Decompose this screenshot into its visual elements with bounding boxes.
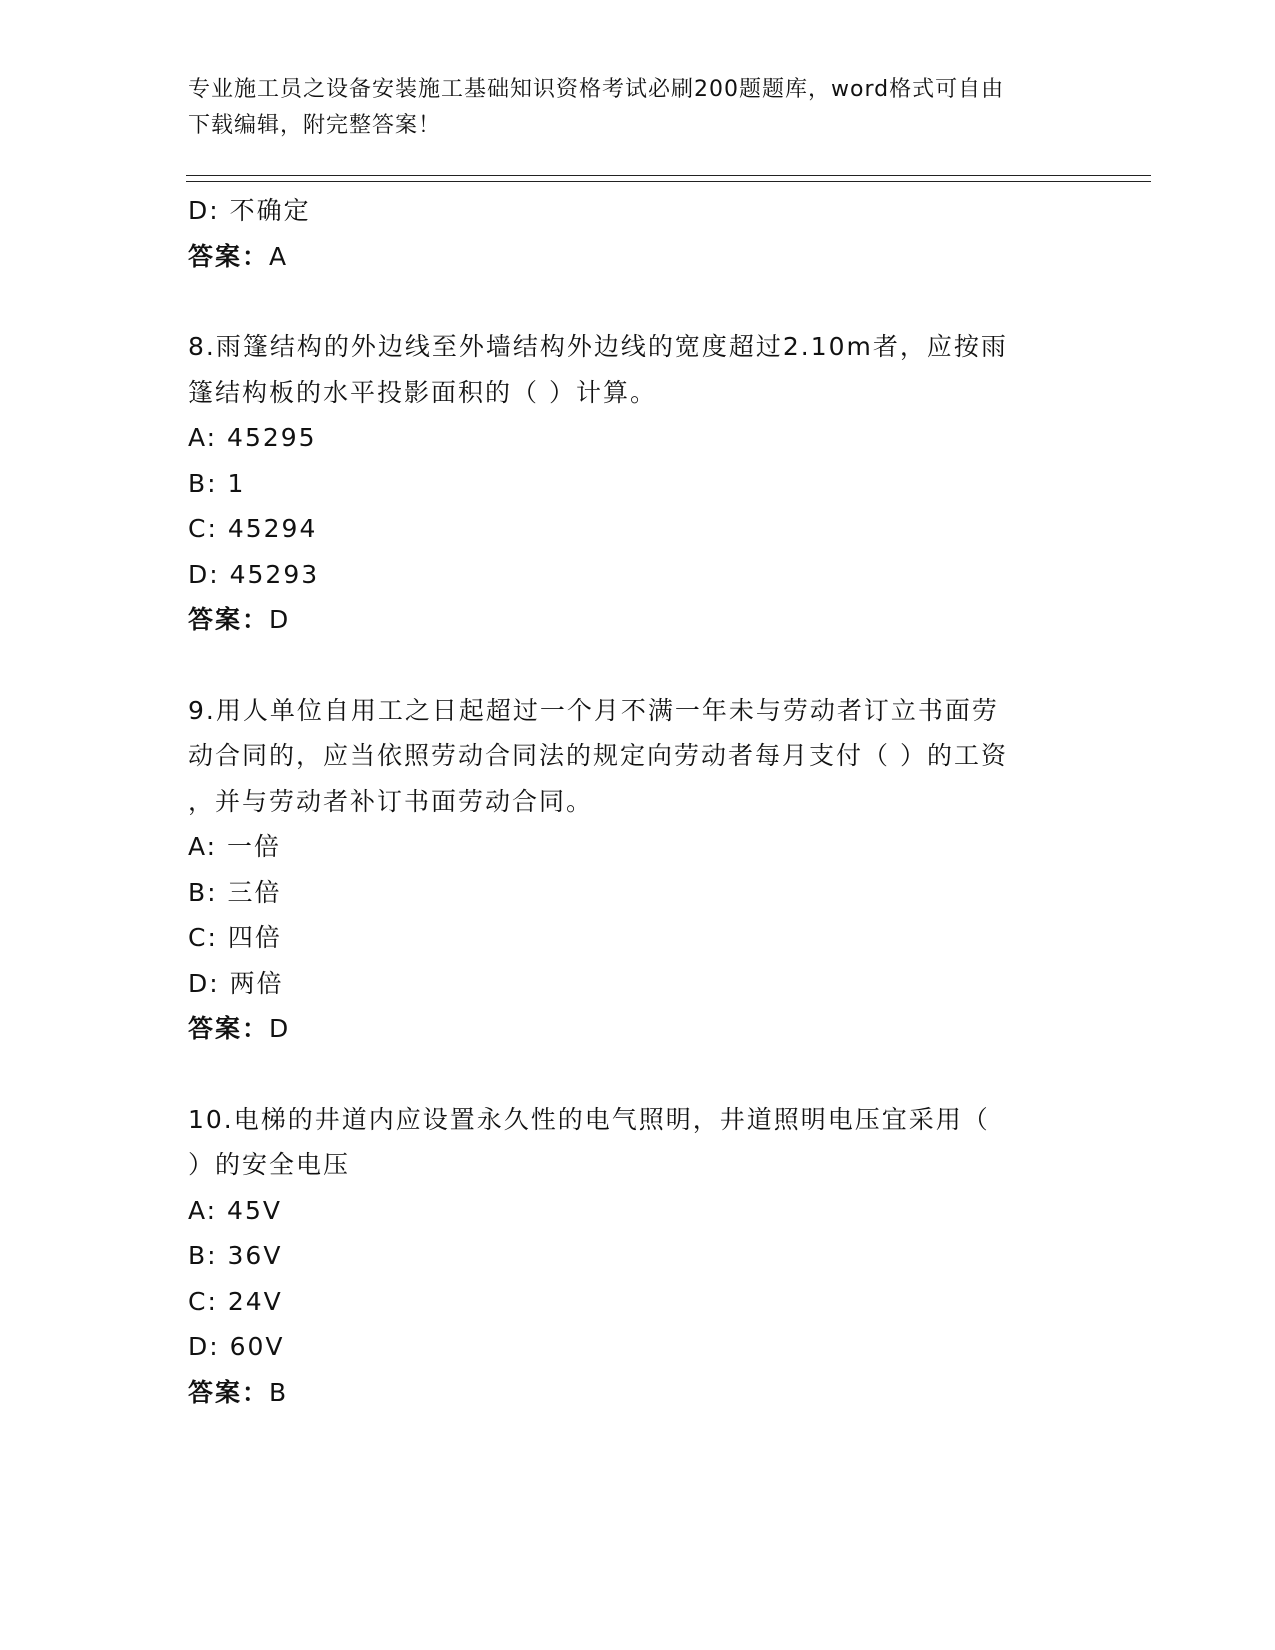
question-text-line: ，并与劳动者补订书面劳动合同。 [188,786,594,816]
spacer [188,1052,1088,1097]
option-b: B: 1 [188,468,246,498]
question-10 [188,1097,1088,1416]
prev-option-d: D: 不确定 [188,196,311,225]
question-8 [188,324,1088,643]
answer-label: 答案： [188,1377,270,1407]
question-text-line: 篷结构板的水平投影面积的（ ）计算。 [188,377,657,407]
question-text-line: 动合同的，应当依照劳动合同法的规定向劳动者每月支付（ ）的工资 [188,741,1008,770]
header-line-2: 下载编辑，附完整答案！ [188,113,442,138]
question-text-line: 10.电梯的井道内应设置永久性的电气照明，井道照明电压宜采用（ [188,1104,990,1134]
option-a: A: 45V [188,1195,282,1225]
answer [188,1006,1088,1052]
header-line-1: 专业施工员之设备安装施工基础知识资格考试必刷200题题库，word格式可自由 [188,77,1005,102]
question-9 [188,688,1088,1052]
option-c: C: 24V [188,1286,283,1316]
spacer [188,279,1088,324]
answer-value: D [269,605,291,634]
prev-answer [188,234,1088,280]
option-c: C: 四倍 [188,923,282,952]
answer-value: B [269,1377,289,1407]
question-text-line: 9.用人单位自用工之日起超过一个月不满一年未与劳动者订立书面劳 [188,695,999,725]
answer-value: D [269,1014,291,1043]
option-c: C: 45294 [188,514,318,543]
option-a: A: 45295 [188,423,317,452]
document-body [188,188,1088,1415]
option-d: D: 45293 [188,559,320,589]
document-header [188,72,1088,144]
answer [188,1370,1088,1416]
question-text-line: ）的安全电压 [188,1150,351,1179]
answer-label: 答案： [188,1014,270,1043]
option-a: A: 一倍 [188,832,282,861]
option-b: B: 三倍 [188,877,282,907]
header-rule-top [186,175,1151,176]
option-b: B: 36V [188,1241,283,1270]
answer-label: 答案： [188,241,270,271]
option-d: D: 两倍 [188,968,284,998]
question-text-line: 8.雨篷结构的外边线至外墙结构外边线的宽度超过2.10m者，应按雨 [188,332,1008,361]
answer-value: A [269,241,289,271]
header-rule-bottom [186,181,1151,182]
answer-label: 答案： [188,605,270,634]
answer [188,597,1088,643]
spacer [188,643,1088,688]
option-d: D: 60V [188,1332,285,1361]
